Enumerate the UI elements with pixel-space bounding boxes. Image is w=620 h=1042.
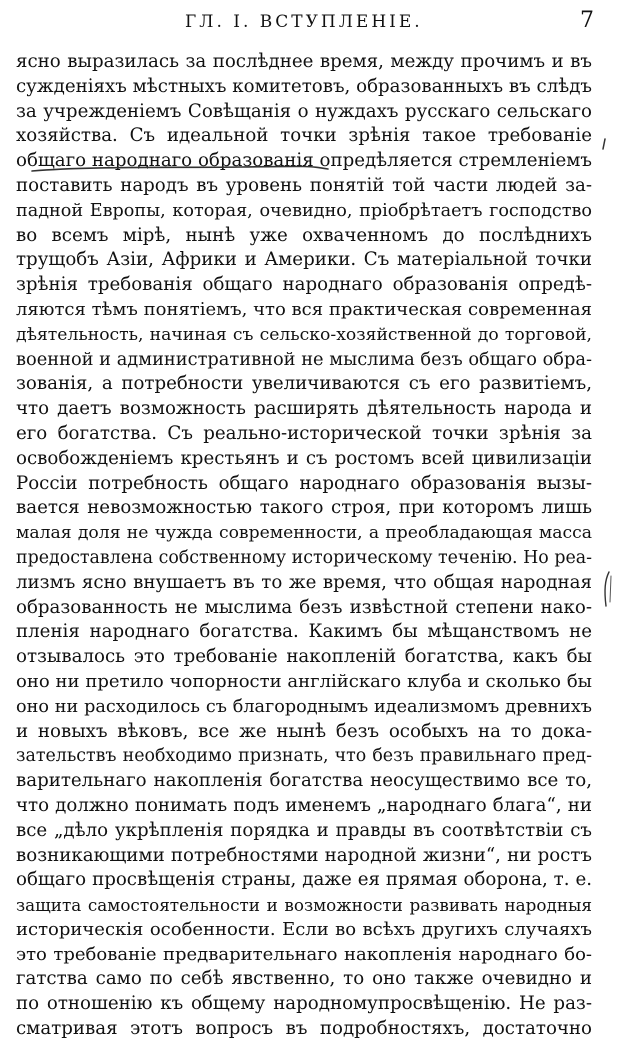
page-header <box>0 6 620 36</box>
text-line: Россіи потребность общаго народнаго образованія вызы- <box>16 472 592 494</box>
text-line: зрѣнія требованія общаго народнаго образованія опредѣ- <box>16 274 592 296</box>
margin-pencil-bracket <box>600 570 614 608</box>
text-line: образованность не мыслима безъ извѣстной степени нако- <box>16 596 592 618</box>
text-line: ясно выразилась за послѣднее время, между прочимъ и въ <box>16 51 592 72</box>
text-line: лизмъ ясно внушаетъ въ то же время, что общая народная <box>16 571 592 593</box>
pencil-underline-mark <box>30 162 330 176</box>
text-line: что даетъ возможность расширять дѣятельность народа и <box>16 398 592 420</box>
text-line: общаго просвѣщенія страны, даже ея прямая оборона, т. е. <box>16 869 592 891</box>
text-line: общаго народнаго образованія опредѣляется стремленіемъ <box>16 150 592 172</box>
text-line: зательствъ необходимо признать, что безъ правильнаго пред- <box>16 746 592 767</box>
text-line: падной Европы, которая, очевидно, пріобрѣтаетъ господство <box>16 200 592 221</box>
text-line: защита самостоятельности и возможности развивать народныя <box>16 895 592 916</box>
text-line: возникающими потребностями народной жизни“, ни ростъ <box>16 844 592 866</box>
text-line: малая доля не чужда современности, а преобладающая масса <box>16 523 592 544</box>
page-number: 7 <box>580 8 594 33</box>
text-line: во всемъ мірѣ, нынѣ уже охваченномъ до послѣднихъ <box>16 224 592 246</box>
text-line: поставить народъ въ уровень понятій той части людей за- <box>16 174 592 196</box>
text-line: хозяйства. Съ идеальной точки зрѣнія такое требованіе <box>16 125 592 147</box>
text-line: предоставлена собственному историческому теченію. Но реа- <box>16 547 592 568</box>
text-line: военной и административной не мыслима безъ общаго обра- <box>16 348 592 370</box>
running-head: ГЛ. I. ВСТУПЛЕНІЕ. <box>185 12 423 32</box>
text-line: за учрежденіемъ Совѣщанія о нуждахъ русскаго сельскаго <box>16 100 592 122</box>
text-line: ляются тѣмъ понятіемъ, что вся практическая современная <box>16 298 592 320</box>
text-line: что должно понимать подъ именемъ „народнаго блага“, ни <box>16 794 592 816</box>
text-line: отзывалось это требованіе накопленій богатства, какъ бы <box>16 646 592 668</box>
text-line: его богатства. Съ реально-исторической точки зрѣнія за <box>16 422 592 444</box>
text-line: зованія, а потребности увеличиваются съ его развитіемъ, <box>16 373 592 395</box>
text-line: варительнаго накопленія богатства неосуществимо все то, <box>16 770 592 792</box>
body-text <box>16 50 592 1042</box>
text-line: все „дѣло укрѣпленія порядка и правды въ соотвѣтствіи съ <box>16 819 592 841</box>
text-line: и новыхъ вѣковъ, все же нынѣ безъ особыхъ на то дока- <box>16 720 592 742</box>
text-line: трущобъ Азіи, Африки и Америки. Съ матеріальной точки <box>16 249 592 271</box>
text-line: вается невозможностью такого строя, при которомъ лишь <box>16 497 592 519</box>
text-line: по отношенію къ общему народномупросвѣщенію. Не раз- <box>16 993 592 1015</box>
text-line: пленія народнаго богатства. Какимъ бы мѣщанствомъ не <box>16 621 592 643</box>
text-line: сужденіяхъ мѣстныхъ комитетовъ, образованныхъ въ слѣдъ <box>16 75 592 97</box>
text-line: освобожденіемъ крестьянъ и съ ростомъ всей цивилизаціи <box>16 447 592 469</box>
text-line: это требованіе предварительнаго накопленія народнаго бо- <box>16 943 592 965</box>
text-line: оно ни претило чопорности англійскаго клуба и сколько бы <box>16 670 592 692</box>
margin-pencil-tick <box>600 138 608 150</box>
text-line: сматривая этотъ вопросъ въ подробностяхъ, достаточно <box>16 1018 592 1040</box>
text-line: историческія особенности. Если во всѣхъ другихъ случаяхъ <box>16 918 592 940</box>
text-line: оно ни расходилось съ благороднымъ идеализмомъ древнихъ <box>16 696 592 717</box>
text-line: дѣятельность, начиная съ сельско-хозяйственной до торговой, <box>16 324 592 345</box>
text-line: гатства само по себѣ явственно, то оно также очевидно и <box>16 968 592 990</box>
